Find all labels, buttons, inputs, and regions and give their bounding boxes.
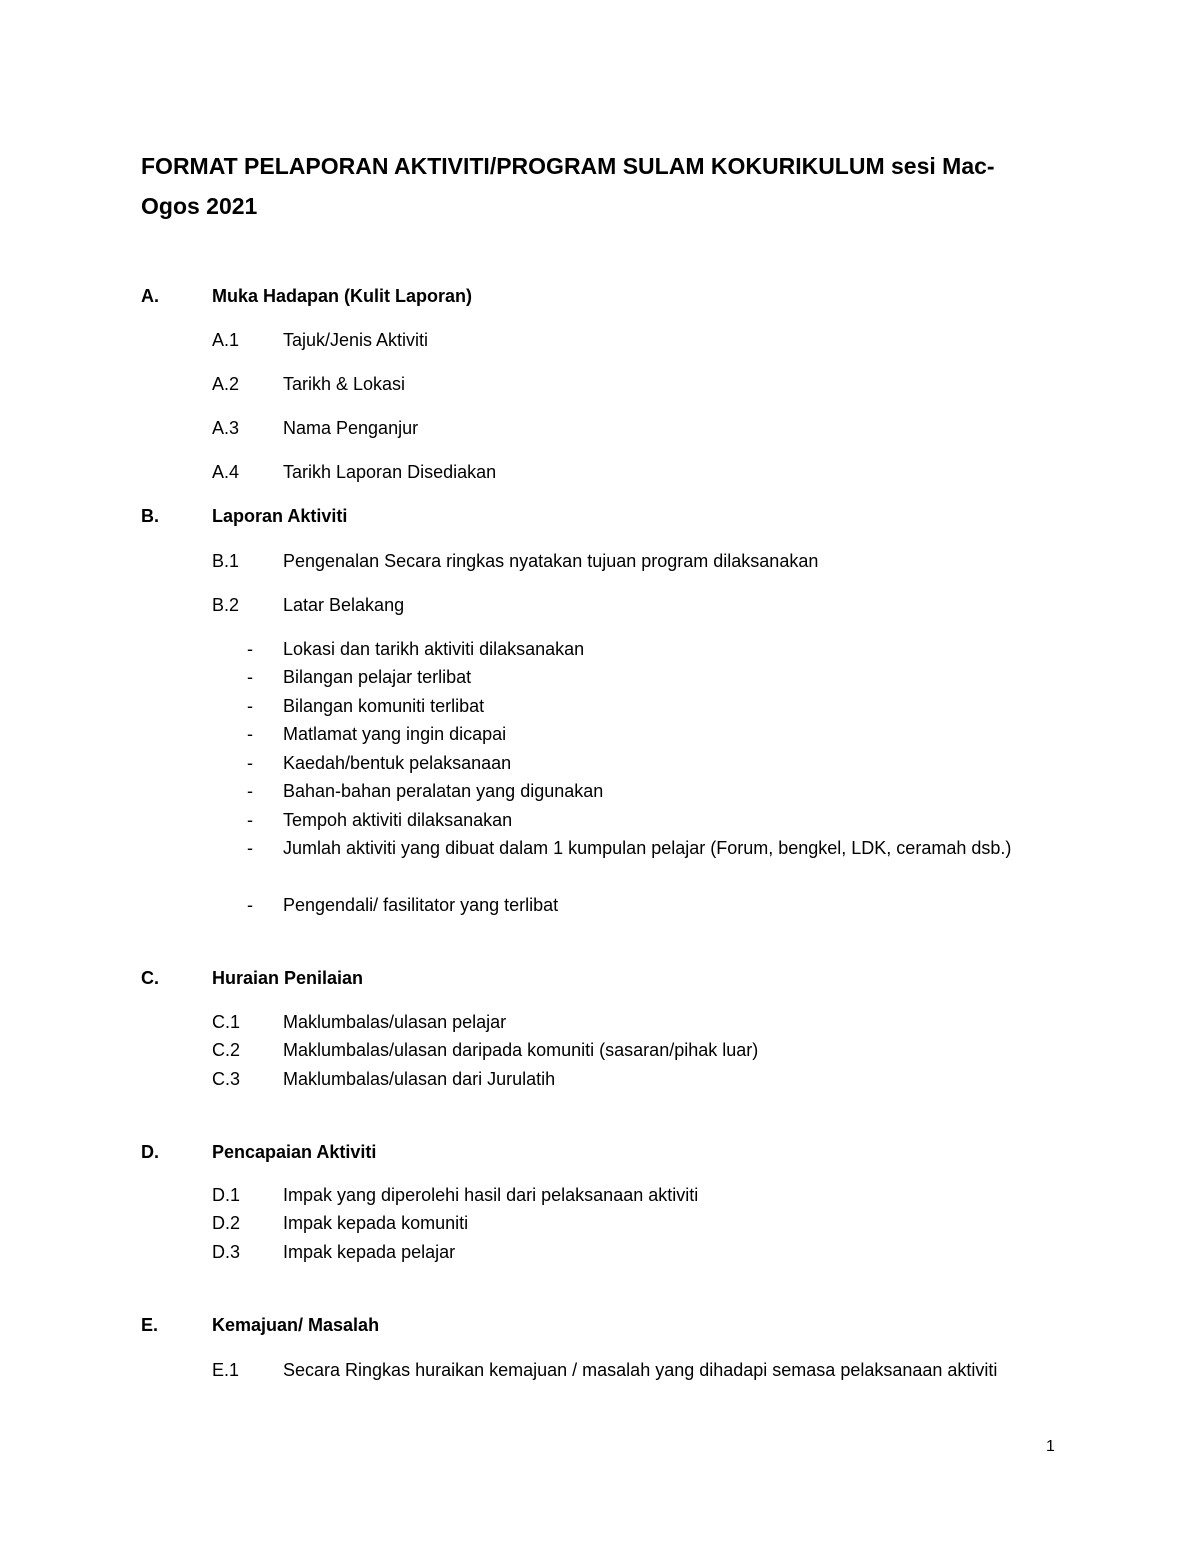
item-text-c2: Maklumbalas/ulasan daripada komuniti (sasaran/pihak luar) [283, 1040, 759, 1060]
item-text-c1: Maklumbalas/ulasan pelajar [283, 1012, 507, 1032]
item-text-b2: Latar Belakang [283, 595, 405, 615]
section-title-d: Pencapaian Aktiviti [212, 1142, 377, 1162]
section-title-a: Muka Hadapan (Kulit Laporan) [212, 286, 473, 306]
item-text-a4: Tarikh Laporan Disediakan [283, 462, 497, 482]
section-letter-e: E. [141, 1315, 159, 1335]
bullet-dash: - [247, 838, 253, 858]
bullet-item: Lokasi dan tarikh aktiviti dilaksanakan [283, 639, 585, 659]
section-title-e: Kemajuan/ Masalah [212, 1315, 380, 1335]
section-letter-a: A. [141, 286, 159, 306]
bullet-item: Tempoh aktiviti dilaksanakan [283, 810, 513, 830]
item-text-d1: Impak yang diperolehi hasil dari pelaksanaan aktiviti [283, 1185, 699, 1205]
item-text-a3: Nama Penganjur [283, 418, 419, 438]
bullet-dash: - [247, 753, 253, 773]
section-letter-d: D. [141, 1142, 159, 1162]
item-code-d2: D.2 [212, 1213, 241, 1233]
bullet-dash: - [247, 781, 253, 801]
bullet-item: Pengendali/ fasilitator yang terlibat [283, 895, 559, 915]
item-code-b1: B.1 [212, 551, 240, 571]
item-code-c3: C.3 [212, 1069, 241, 1089]
page-number: 1 [1046, 1438, 1055, 1455]
bullet-item: Bilangan pelajar terlibat [283, 667, 472, 687]
item-code-a1: A.1 [212, 330, 240, 350]
bullet-dash: - [247, 667, 253, 687]
item-code-e1: E.1 [212, 1360, 240, 1380]
bullet-item: Jumlah aktiviti yang dibuat dalam 1 kumpulan pelajar (Forum, bengkel, LDK, ceramah dsb.) [283, 838, 1012, 858]
item-code-d1: D.1 [212, 1185, 241, 1205]
item-code-d3: D.3 [212, 1242, 241, 1262]
section-title-c: Huraian Penilaian [212, 968, 364, 988]
section-title-b: Laporan Aktiviti [212, 506, 348, 526]
item-text-d2: Impak kepada komuniti [283, 1213, 469, 1233]
item-code-c2: C.2 [212, 1040, 241, 1060]
bullet-item: Matlamat yang ingin dicapai [283, 724, 507, 744]
bullet-dash: - [247, 895, 253, 915]
bullet-item: Kaedah/bentuk pelaksanaan [283, 753, 512, 773]
bullet-item: Bahan-bahan peralatan yang digunakan [283, 781, 604, 801]
item-code-c1: C.1 [212, 1012, 241, 1032]
item-text-d3: Impak kepada pelajar [283, 1242, 456, 1262]
section-letter-c: C. [141, 968, 159, 988]
item-text-e1: Secara Ringkas huraikan kemajuan / masalah yang dihadapi semasa pelaksanaan aktiviti [283, 1360, 998, 1380]
item-code-b2: B.2 [212, 595, 240, 615]
bullet-dash: - [247, 810, 253, 830]
bullet-dash: - [247, 696, 253, 716]
item-code-a2: A.2 [212, 374, 240, 394]
item-text-c3: Maklumbalas/ulasan dari Jurulatih [283, 1069, 556, 1089]
bullet-dash: - [247, 639, 253, 659]
section-letter-b: B. [141, 506, 159, 526]
item-text-b1: Pengenalan Secara ringkas nyatakan tujuan program dilaksanakan [283, 551, 819, 571]
item-text-a1: Tajuk/Jenis Aktiviti [283, 330, 429, 350]
bullet-item: Bilangan komuniti terlibat [283, 696, 485, 716]
document-title: FORMAT PELAPORAN AKTIVITI/PROGRAM SULAM KOKURIKULUM sesi Mac-Ogos 2021 [141, 153, 995, 219]
bullet-dash: - [247, 724, 253, 744]
item-text-a2: Tarikh & Lokasi [283, 374, 406, 394]
item-code-a3: A.3 [212, 418, 240, 438]
item-code-a4: A.4 [212, 462, 240, 482]
